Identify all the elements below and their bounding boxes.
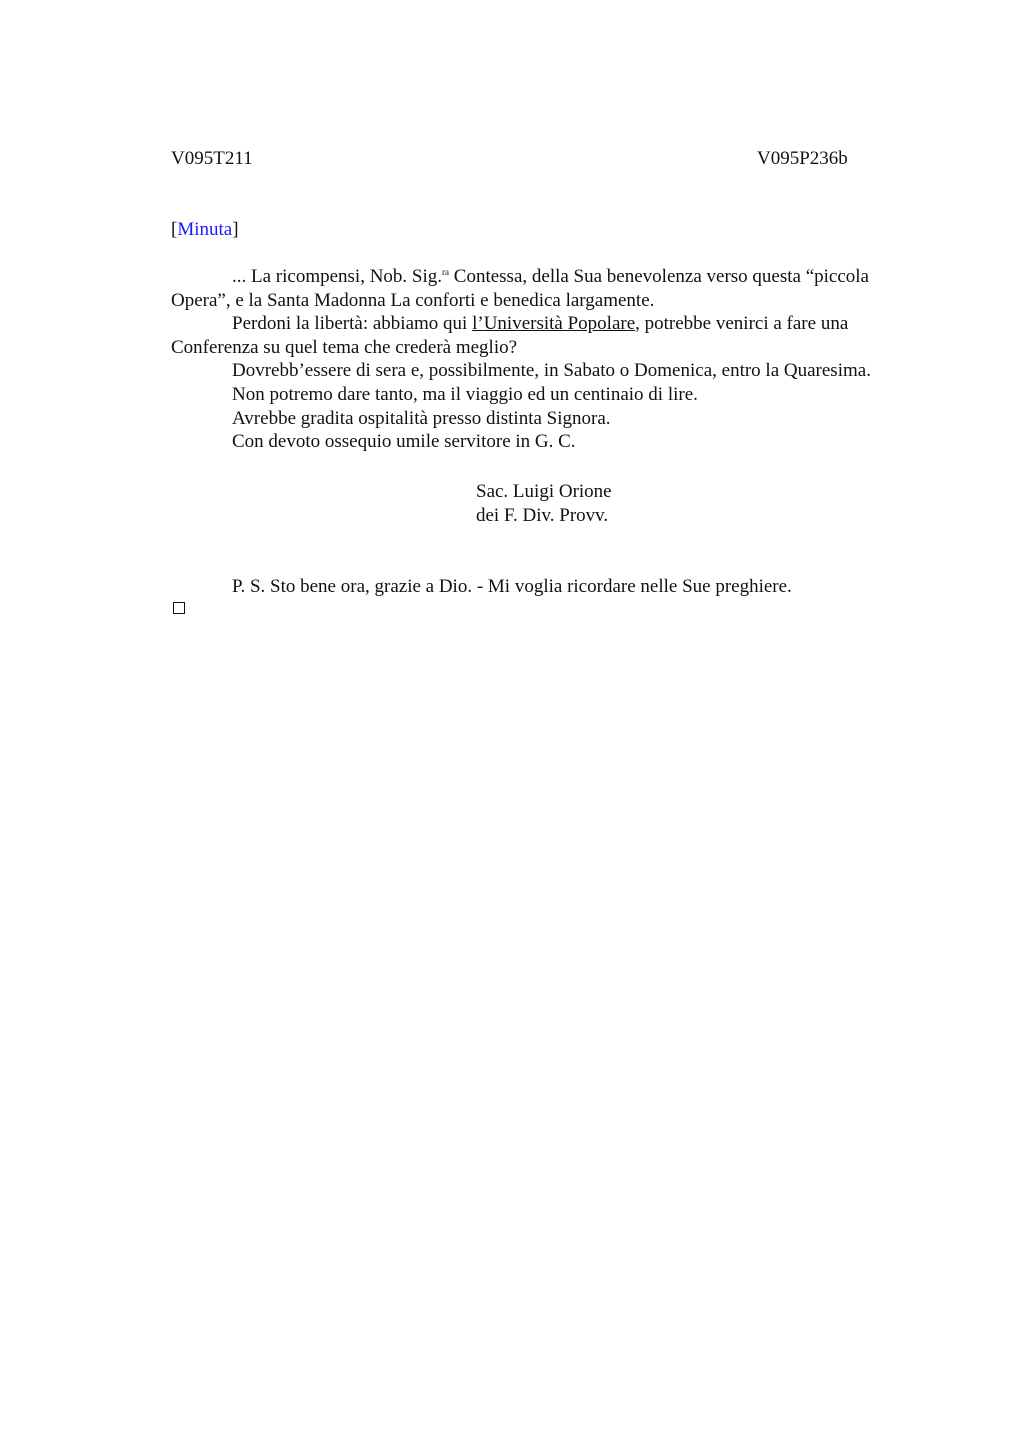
document-type-label: Minuta [177,219,233,240]
paragraph-1 [171,265,931,312]
superscript-abbrev: ra [442,267,450,277]
close-bracket: ] [232,219,239,240]
document-type-tag [171,218,239,242]
signature-name: Sac. Luigi Orione [476,481,612,502]
paragraph-2-start: Perdoni la libertà: abbiamo qui [232,313,473,335]
end-of-document-box-icon [173,602,185,614]
underlined-phrase: l’Università Popolare [472,313,636,335]
signature-block [476,480,612,527]
paragraph-1-start: ... La ricompensi, Nob. Sig. [232,266,443,287]
paragraph-3: Dovrebb’essere di sera e, possibilmente, in Sabato o Domenica, entro la Quaresima. [232,360,871,382]
paragraph-2 [171,312,931,359]
paragraph-1-end: Contessa, della Sua benevolenza verso questa “piccola Opera”, e la Santa Madonna La conforti e benedica largamente. [171,266,869,311]
document-id-right: V095P236b [757,148,848,169]
paragraph-6: Con devoto ossequio umile servitore in G. C. [232,431,576,453]
paragraph-4: Non potremo dare tanto, ma il viaggio ed un centinaio di lire. [232,383,698,405]
signature-congregation: dei F. Div. Provv. [476,504,609,526]
paragraph-2-end: , potrebbe venirci a fare una Conferenza su quel tema che crederà meglio? [171,313,849,358]
document-id-left: V095T211 [171,148,253,169]
postscript: P. S. Sto bene ora, grazie a Dio. - Mi voglia ricordare nelle Sue preghiere. [232,576,792,597]
letter-body [171,265,931,454]
open-bracket: [ [171,219,178,240]
paragraph-5: Avrebbe gradita ospitalità presso distinta Signora. [232,407,611,429]
